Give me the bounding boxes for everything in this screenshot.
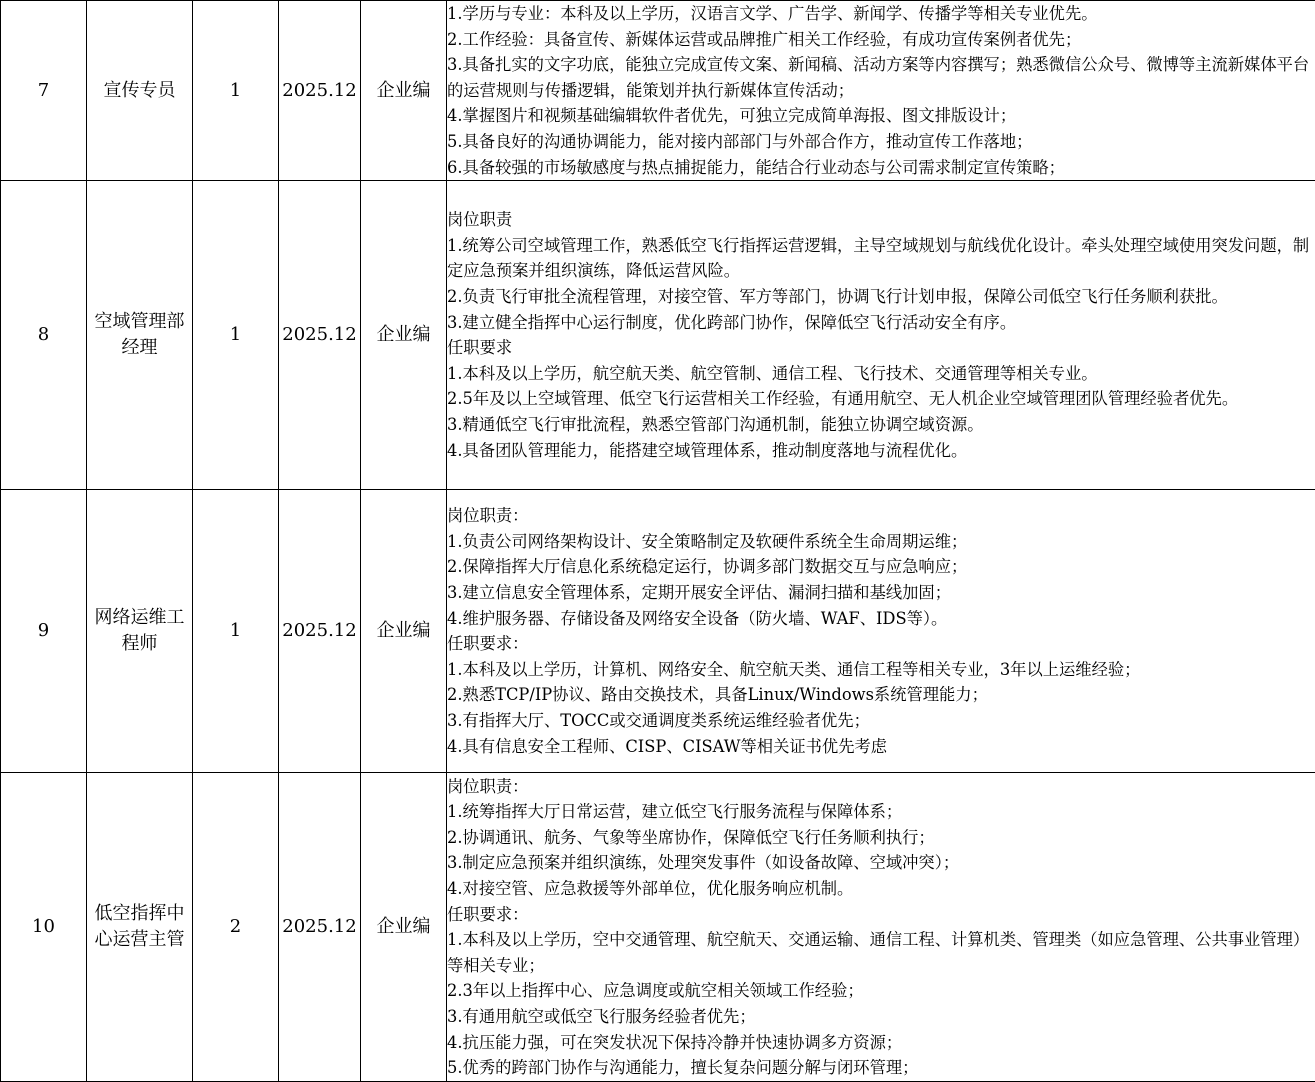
requirement-line: 4.具有信息安全工程师、CISP、CISAW等相关证书优先考虑 [447, 734, 1315, 760]
requirement-line: 2.负责飞行审批全流程管理，对接空管、军方等部门，协调飞行计划申报，保障公司低空飞行任务顺利获批。 [447, 284, 1315, 310]
requirements-cell [447, 490, 1315, 773]
staff-type: 企业编 [361, 1, 447, 181]
requirement-line: 3.具备扎实的文字功底，能独立完成宣传文案、新闻稿、活动方案等内容撰写；熟悉微信公众号、微博等主流新媒体平台的运营规则与传播逻辑，能策划并执行新媒体宣传活动； [447, 52, 1315, 103]
table-row [1, 181, 1315, 490]
requirements-cell [447, 181, 1315, 490]
table-row [1, 1, 1315, 181]
requirement-line: 岗位职责： [447, 503, 1315, 529]
requirement-line: 3.精通低空飞行审批流程，熟悉空管部门沟通机制，能独立协调空域资源。 [447, 412, 1315, 438]
requirement-line: 4.具备团队管理能力，能搭建空域管理体系，推动制度落地与流程优化。 [447, 438, 1315, 464]
requirement-line: 2.5年及以上空域管理、低空飞行运营相关工作经验，有通用航空、无人机企业空域管理团队管理经验者优先。 [447, 386, 1315, 412]
requirements-cell [447, 773, 1315, 1082]
requirement-line: 4.维护服务器、存储设备及网络安全设备（防火墙、WAF、IDS等）。 [447, 606, 1315, 632]
date: 2025.12 [279, 181, 361, 490]
requirement-line: 2.协调通讯、航务、气象等坐席协作，保障低空飞行任务顺利执行； [447, 825, 1315, 851]
requirement-line: 岗位职责 [447, 207, 1315, 233]
headcount: 1 [193, 1, 279, 181]
requirement-line: 2.熟悉TCP/IP协议、路由交换技术，具备Linux/Windows系统管理能力； [447, 682, 1315, 708]
requirement-line: 3.有指挥大厅、TOCC或交通调度类系统运维经验者优先； [447, 708, 1315, 734]
requirement-line: 任职要求： [447, 902, 1315, 928]
requirement-line: 1.本科及以上学历，计算机、网络安全、航空航天类、通信工程等相关专业，3年以上运维经验； [447, 657, 1315, 683]
requirement-line: 2.工作经验：具备宣传、新媒体运营或品牌推广相关工作经验，有成功宣传案例者优先； [447, 27, 1315, 53]
requirement-line: 4.抗压能力强，可在突发状况下保持冷静并快速协调多方资源； [447, 1030, 1315, 1056]
table-row [1, 773, 1315, 1082]
requirement-line: 4.掌握图片和视频基础编辑软件者优先，可独立完成简单海报、图文排版设计； [447, 103, 1315, 129]
requirement-line: 1.学历与专业：本科及以上学历，汉语言文学、广告学、新闻学、传播学等相关专业优先。 [447, 1, 1315, 27]
requirement-line: 任职要求 [447, 335, 1315, 361]
staff-type: 企业编 [361, 181, 447, 490]
row-number: 10 [1, 773, 87, 1082]
row-number: 9 [1, 490, 87, 773]
requirement-line: 3.建立信息安全管理体系，定期开展安全评估、漏洞扫描和基线加固； [447, 580, 1315, 606]
position-title: 宣传专员 [87, 1, 193, 181]
headcount: 1 [193, 181, 279, 490]
table-row [1, 490, 1315, 773]
requirement-line: 5.优秀的跨部门协作与沟通能力，擅长复杂问题分解与闭环管理； [447, 1055, 1315, 1081]
requirement-line: 4.对接空管、应急救援等外部单位，优化服务响应机制。 [447, 876, 1315, 902]
headcount: 2 [193, 773, 279, 1082]
position-title: 网络运维工程师 [87, 490, 193, 773]
requirement-line: 1.本科及以上学历，空中交通管理、航空航天、交通运输、通信工程、计算机类、管理类（如应急管理、公共事业管理）等相关专业； [447, 927, 1315, 978]
requirement-line: 2.3年以上指挥中心、应急调度或航空相关领域工作经验； [447, 978, 1315, 1004]
date: 2025.12 [279, 1, 361, 181]
staff-type: 企业编 [361, 773, 447, 1082]
requirement-line: 1.统筹指挥大厅日常运营，建立低空飞行服务流程与保障体系； [447, 799, 1315, 825]
requirement-line: 1.统筹公司空域管理工作，熟悉低空飞行指挥运营逻辑，主导空域规划与航线优化设计。牵头处理空域使用突发问题，制定应急预案并组织演练，降低运营风险。 [447, 233, 1315, 284]
date: 2025.12 [279, 490, 361, 773]
headcount: 1 [193, 490, 279, 773]
requirement-line: 3.制定应急预案并组织演练，处理突发事件（如设备故障、空域冲突）； [447, 850, 1315, 876]
date: 2025.12 [279, 773, 361, 1082]
requirement-line: 3.有通用航空或低空飞行服务经验者优先； [447, 1004, 1315, 1030]
requirement-line: 5.具备良好的沟通协调能力，能对接内部部门与外部合作方，推动宣传工作落地； [447, 129, 1315, 155]
requirement-line: 6.具备较强的市场敏感度与热点捕捉能力，能结合行业动态与公司需求制定宣传策略； [447, 155, 1315, 181]
requirement-line: 岗位职责： [447, 774, 1315, 800]
row-number: 8 [1, 181, 87, 490]
requirement-line: 1.本科及以上学历，航空航天类、航空管制、通信工程、飞行技术、交通管理等相关专业。 [447, 361, 1315, 387]
position-title: 空域管理部经理 [87, 181, 193, 490]
staff-type: 企业编 [361, 490, 447, 773]
position-title: 低空指挥中心运营主管 [87, 773, 193, 1082]
requirement-line: 2.保障指挥大厅信息化系统稳定运行，协调多部门数据交互与应急响应； [447, 554, 1315, 580]
requirement-line: 3.建立健全指挥中心运行制度，优化跨部门协作，保障低空飞行活动安全有序。 [447, 310, 1315, 336]
requirement-line: 1.负责公司网络架构设计、安全策略制定及软硬件系统全生命周期运维； [447, 529, 1315, 555]
requirement-line: 任职要求： [447, 631, 1315, 657]
requirements-cell [447, 1, 1315, 181]
row-number: 7 [1, 1, 87, 181]
